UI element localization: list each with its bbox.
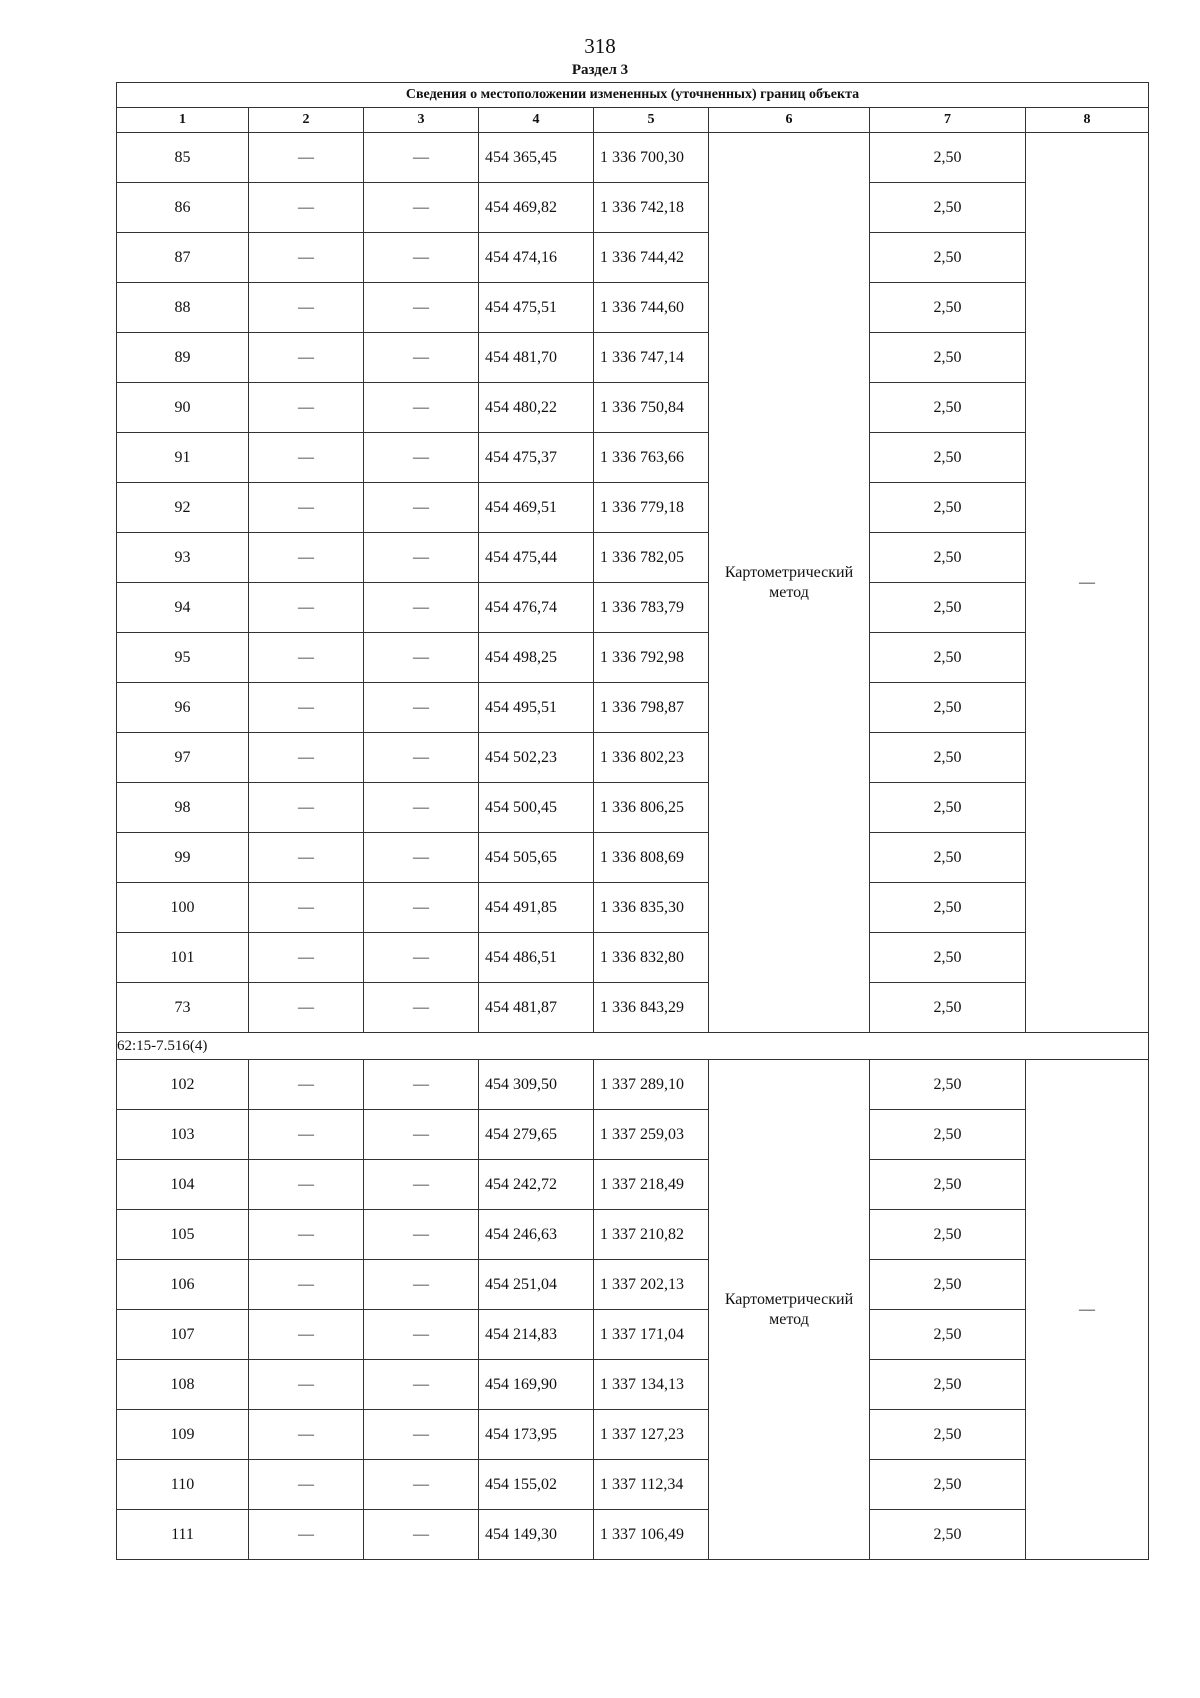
col2-value: — (249, 783, 364, 833)
table-row (117, 333, 1149, 383)
table-row (117, 683, 1149, 733)
col2-value: — (249, 333, 364, 383)
col7-value: 2,50 (870, 433, 1026, 483)
col2-value: — (249, 1060, 364, 1110)
group-label: 62:15-7.516(4) (117, 1033, 1149, 1060)
col2-value: — (249, 283, 364, 333)
point-number: 97 (117, 733, 249, 783)
col2-value: — (249, 1210, 364, 1260)
table-row (117, 233, 1149, 283)
col7-value: 2,50 (870, 383, 1026, 433)
column-number: 1 (117, 108, 249, 133)
coordinate-x: 454 242,72 (479, 1160, 594, 1210)
table-row (117, 633, 1149, 683)
coordinate-y: 1 337 202,13 (594, 1260, 709, 1310)
coordinate-y: 1 336 792,98 (594, 633, 709, 683)
col7-value: 2,50 (870, 733, 1026, 783)
coordinate-y: 1 337 259,03 (594, 1110, 709, 1160)
coordinate-y: 1 336 806,25 (594, 783, 709, 833)
coordinate-y: 1 336 763,66 (594, 433, 709, 483)
table-row (117, 1410, 1149, 1460)
point-number: 95 (117, 633, 249, 683)
point-number: 87 (117, 233, 249, 283)
col7-value: 2,50 (870, 133, 1026, 183)
table-row (117, 1360, 1149, 1410)
method-cell (709, 1060, 870, 1560)
coordinate-x: 454 246,63 (479, 1210, 594, 1260)
col3-value: — (364, 483, 479, 533)
col7-value: 2,50 (870, 833, 1026, 883)
coordinate-x: 454 469,51 (479, 483, 594, 533)
col7-value: 2,50 (870, 1410, 1026, 1460)
table-row (117, 1510, 1149, 1560)
col3-value: — (364, 283, 479, 333)
col3-value: — (364, 1260, 479, 1310)
col7-value: 2,50 (870, 683, 1026, 733)
coordinate-y: 1 337 210,82 (594, 1210, 709, 1260)
boundary-coordinates-table (116, 82, 1149, 1560)
col7-value: 2,50 (870, 233, 1026, 283)
coordinate-y: 1 336 700,30 (594, 133, 709, 183)
point-number: 104 (117, 1160, 249, 1210)
col7-value: 2,50 (870, 283, 1026, 333)
page-number: 318 (584, 34, 616, 58)
col7-value: 2,50 (870, 183, 1026, 233)
col3-value: — (364, 1210, 479, 1260)
point-number: 88 (117, 283, 249, 333)
col7-value: 2,50 (870, 1260, 1026, 1310)
col2-value: — (249, 1410, 364, 1460)
col3-value: — (364, 1160, 479, 1210)
col3-value: — (364, 433, 479, 483)
point-number: 106 (117, 1260, 249, 1310)
col3-value: — (364, 1060, 479, 1110)
table-row (117, 783, 1149, 833)
column-number: 8 (1026, 108, 1149, 133)
point-number: 99 (117, 833, 249, 883)
col7-value: 2,50 (870, 533, 1026, 583)
coordinate-x: 454 481,70 (479, 333, 594, 383)
col2-value: — (249, 383, 364, 433)
coordinate-x: 454 491,85 (479, 883, 594, 933)
col3-value: — (364, 1360, 479, 1410)
table-row (117, 733, 1149, 783)
col3-value: — (364, 933, 479, 983)
col7-value: 2,50 (870, 483, 1026, 533)
col7-value: 2,50 (870, 1210, 1026, 1260)
col7-value: 2,50 (870, 1160, 1026, 1210)
coordinate-y: 1 337 171,04 (594, 1310, 709, 1360)
col2-value: — (249, 1460, 364, 1510)
coordinate-y: 1 337 127,23 (594, 1410, 709, 1460)
coordinate-y: 1 337 112,34 (594, 1460, 709, 1510)
coordinate-x: 454 505,65 (479, 833, 594, 883)
table-body (117, 133, 1149, 1560)
coordinate-x: 454 475,44 (479, 533, 594, 583)
coordinate-x: 454 498,25 (479, 633, 594, 683)
col3-value: — (364, 633, 479, 683)
point-number: 101 (117, 933, 249, 983)
point-number: 92 (117, 483, 249, 533)
col3-value: — (364, 983, 479, 1033)
coordinate-y: 1 336 808,69 (594, 833, 709, 883)
col2-value: — (249, 1110, 364, 1160)
col7-value: 2,50 (870, 1460, 1026, 1510)
col2-value: — (249, 733, 364, 783)
col7-value: 2,50 (870, 1060, 1026, 1110)
col7-value: 2,50 (870, 583, 1026, 633)
coordinate-y: 1 336 744,60 (594, 283, 709, 333)
group-row (117, 1033, 1149, 1060)
col7-value: 2,50 (870, 933, 1026, 983)
col7-value: 2,50 (870, 1360, 1026, 1410)
col3-value: — (364, 383, 479, 433)
col7-value: 2,50 (870, 1310, 1026, 1360)
col2-value: — (249, 233, 364, 283)
coordinate-x: 454 169,90 (479, 1360, 594, 1410)
table-row (117, 933, 1149, 983)
col2-value: — (249, 1510, 364, 1560)
coordinate-y: 1 336 747,14 (594, 333, 709, 383)
col3-value: — (364, 683, 479, 733)
coordinate-y: 1 337 106,49 (594, 1510, 709, 1560)
coordinate-x: 454 251,04 (479, 1260, 594, 1310)
col2-value: — (249, 133, 364, 183)
method-text: Картометрический метод (724, 563, 854, 601)
col7-value: 2,50 (870, 883, 1026, 933)
point-number: 109 (117, 1410, 249, 1460)
point-number: 100 (117, 883, 249, 933)
point-number: 102 (117, 1060, 249, 1110)
col7-value: 2,50 (870, 783, 1026, 833)
coordinate-x: 454 149,30 (479, 1510, 594, 1560)
col2-value: — (249, 833, 364, 883)
col2-value: — (249, 933, 364, 983)
coordinate-y: 1 336 798,87 (594, 683, 709, 733)
column-number: 5 (594, 108, 709, 133)
coordinate-x: 454 365,45 (479, 133, 594, 183)
col3-value: — (364, 533, 479, 583)
col2-value: — (249, 1160, 364, 1210)
coordinate-x: 454 475,51 (479, 283, 594, 333)
col2-value: — (249, 483, 364, 533)
point-number: 107 (117, 1310, 249, 1360)
coordinate-x: 454 476,74 (479, 583, 594, 633)
coordinate-x: 454 475,37 (479, 433, 594, 483)
col2-value: — (249, 183, 364, 233)
column-number: 7 (870, 108, 1026, 133)
col3-value: — (364, 783, 479, 833)
table-row (117, 433, 1149, 483)
coordinate-y: 1 336 802,23 (594, 733, 709, 783)
col3-value: — (364, 1110, 479, 1160)
coordinate-x: 454 481,87 (479, 983, 594, 1033)
col3-value: — (364, 1460, 479, 1510)
point-number: 89 (117, 333, 249, 383)
coordinate-y: 1 336 782,05 (594, 533, 709, 583)
coordinate-y: 1 336 832,80 (594, 933, 709, 983)
col7-value: 2,50 (870, 983, 1026, 1033)
column-number: 6 (709, 108, 870, 133)
col7-value: 2,50 (870, 1110, 1026, 1160)
point-number: 108 (117, 1360, 249, 1410)
col2-value: — (249, 583, 364, 633)
coordinate-y: 1 336 742,18 (594, 183, 709, 233)
col2-value: — (249, 1310, 364, 1360)
col8-value: — (1026, 1060, 1149, 1560)
table-row (117, 383, 1149, 433)
col3-value: — (364, 883, 479, 933)
method-text: Картометрический метод (724, 1290, 854, 1328)
point-number: 91 (117, 433, 249, 483)
col3-value: — (364, 1310, 479, 1360)
coordinate-y: 1 336 835,30 (594, 883, 709, 933)
point-number: 93 (117, 533, 249, 583)
table-row (117, 1260, 1149, 1310)
col7-value: 2,50 (870, 333, 1026, 383)
section-title: Раздел 3 (571, 62, 629, 78)
method-cell (709, 133, 870, 1033)
coordinate-y: 1 336 783,79 (594, 583, 709, 633)
point-number: 98 (117, 783, 249, 833)
coordinate-y: 1 337 218,49 (594, 1160, 709, 1210)
coordinate-x: 454 480,22 (479, 383, 594, 433)
coordinate-x: 454 173,95 (479, 1410, 594, 1460)
point-number: 103 (117, 1110, 249, 1160)
table-row (117, 883, 1149, 933)
point-number: 96 (117, 683, 249, 733)
col2-value: — (249, 433, 364, 483)
point-number: 111 (117, 1510, 249, 1560)
col3-value: — (364, 1410, 479, 1460)
column-number: 4 (479, 108, 594, 133)
col8-value: — (1026, 133, 1149, 1033)
point-number: 85 (117, 133, 249, 183)
coordinate-x: 454 155,02 (479, 1460, 594, 1510)
col2-value: — (249, 983, 364, 1033)
point-number: 94 (117, 583, 249, 633)
table-row (117, 1210, 1149, 1260)
col3-value: — (364, 583, 479, 633)
col2-value: — (249, 533, 364, 583)
table-row (117, 533, 1149, 583)
coordinate-y: 1 336 779,18 (594, 483, 709, 533)
col3-value: — (364, 333, 479, 383)
col3-value: — (364, 733, 479, 783)
table-row (117, 283, 1149, 333)
coordinate-x: 454 495,51 (479, 683, 594, 733)
point-number: 105 (117, 1210, 249, 1260)
table-row (117, 1460, 1149, 1510)
table-row (117, 833, 1149, 883)
column-number: 2 (249, 108, 364, 133)
table-row (117, 1110, 1149, 1160)
point-number: 86 (117, 183, 249, 233)
col7-value: 2,50 (870, 633, 1026, 683)
table-row (117, 1310, 1149, 1360)
coordinate-x: 454 500,45 (479, 783, 594, 833)
col3-value: — (364, 1510, 479, 1560)
coordinate-y: 1 336 744,42 (594, 233, 709, 283)
table-row (117, 1160, 1149, 1210)
table-row (117, 133, 1149, 183)
point-number: 90 (117, 383, 249, 433)
coordinate-x: 454 502,23 (479, 733, 594, 783)
coordinate-x: 454 214,83 (479, 1310, 594, 1360)
coordinate-x: 454 309,50 (479, 1060, 594, 1110)
coordinate-x: 454 474,16 (479, 233, 594, 283)
col2-value: — (249, 1260, 364, 1310)
table-row (117, 983, 1149, 1033)
point-number: 73 (117, 983, 249, 1033)
table-row (117, 483, 1149, 533)
col2-value: — (249, 883, 364, 933)
col2-value: — (249, 1360, 364, 1410)
coordinate-x: 454 486,51 (479, 933, 594, 983)
col2-value: — (249, 633, 364, 683)
col3-value: — (364, 833, 479, 883)
col3-value: — (364, 133, 479, 183)
coordinate-y: 1 337 289,10 (594, 1060, 709, 1110)
coordinate-y: 1 336 750,84 (594, 383, 709, 433)
col2-value: — (249, 683, 364, 733)
table-row (117, 583, 1149, 633)
column-number-row (117, 108, 1149, 133)
coordinate-x: 454 279,65 (479, 1110, 594, 1160)
coordinate-y: 1 336 843,29 (594, 983, 709, 1033)
col3-value: — (364, 233, 479, 283)
coordinate-x: 454 469,82 (479, 183, 594, 233)
table-row (117, 183, 1149, 233)
table-row (117, 1060, 1149, 1110)
table-caption: Сведения о местоположении измененных (уточненных) границ объекта (117, 83, 1149, 108)
coordinate-y: 1 337 134,13 (594, 1360, 709, 1410)
col3-value: — (364, 183, 479, 233)
point-number: 110 (117, 1460, 249, 1510)
column-number: 3 (364, 108, 479, 133)
col7-value: 2,50 (870, 1510, 1026, 1560)
